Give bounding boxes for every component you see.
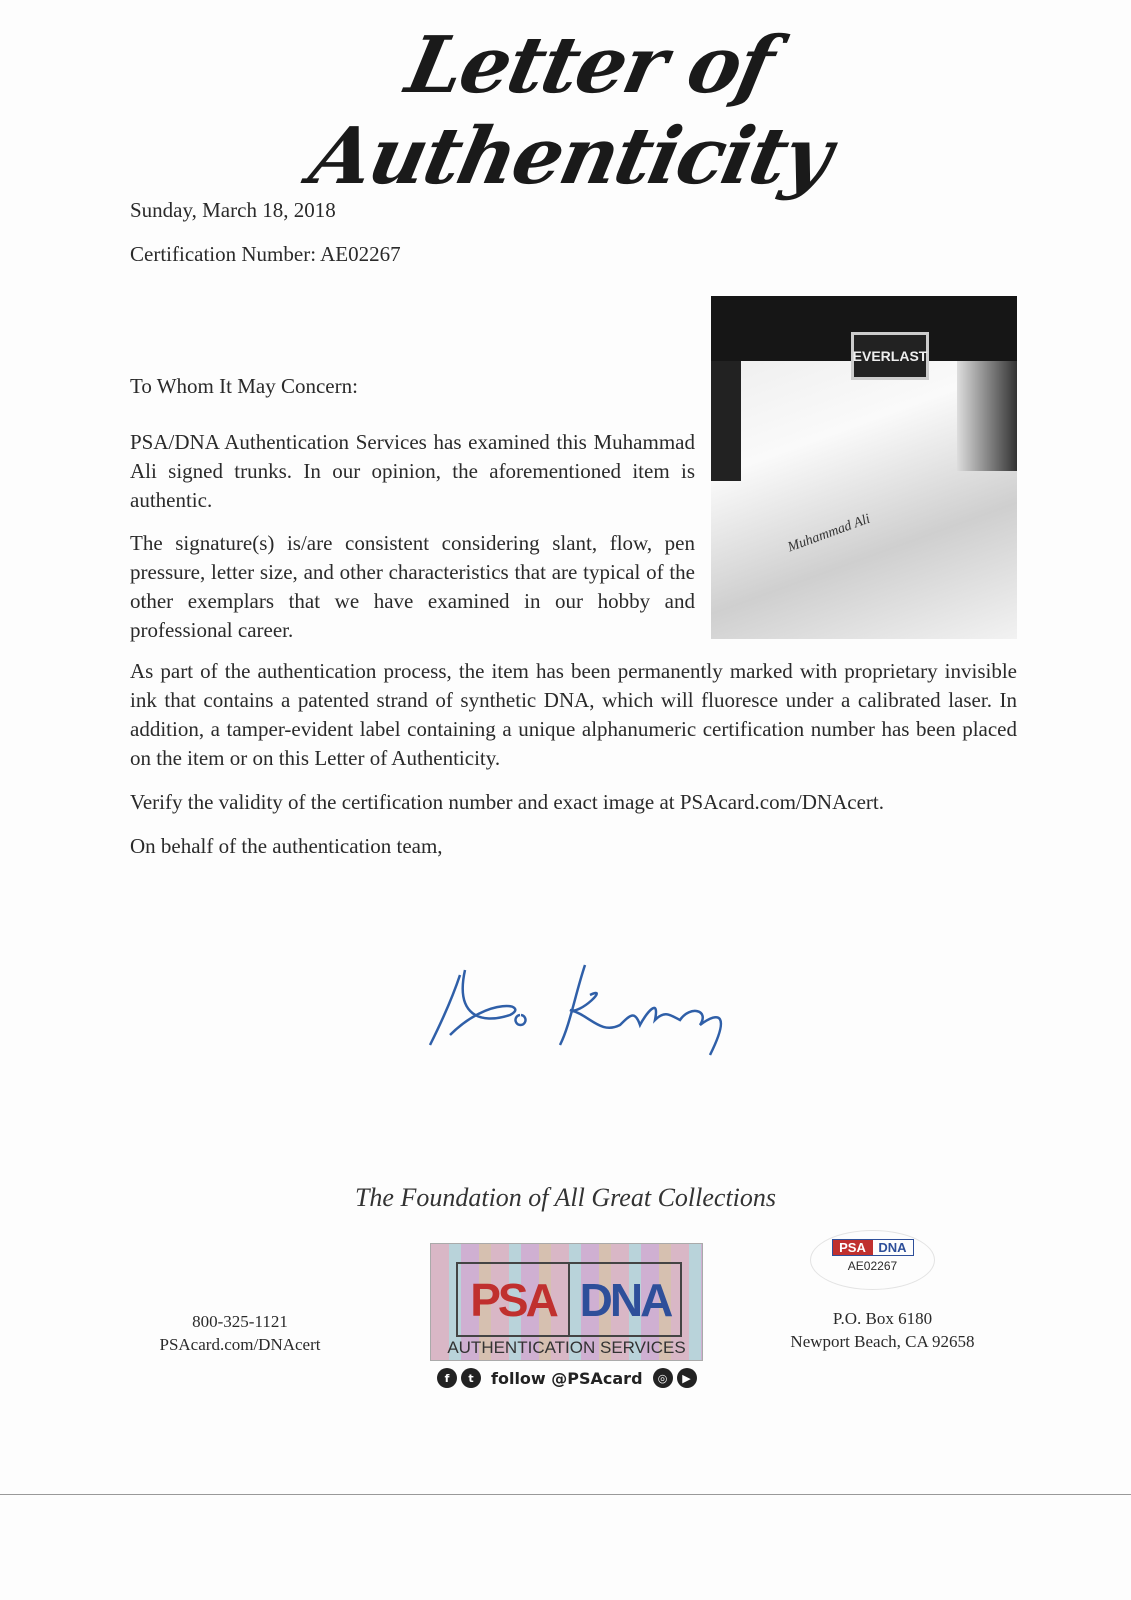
twitter-icon: t (461, 1368, 481, 1388)
youtube-icon: ▶ (677, 1368, 697, 1388)
follow-handle: follow @PSAcard (491, 1368, 643, 1388)
brand-label: EVERLAST (851, 332, 929, 380)
social-follow (437, 1368, 697, 1388)
motto: The Foundation of All Great Collections (354, 1183, 777, 1212)
paragraph-signature: The signature(s) is/are consistent considering slant, flow, pen pressure, letter size, and other characteristics that are typical of the other exemplars that we have examined in our hobby and professional career. (130, 531, 695, 642)
letter-date: Sunday, March 18, 2018 (130, 198, 336, 222)
paragraph-process: As part of the authentication process, the item has been permanently marked with proprietary invisible ink that contains a patented strand of synthetic DNA, which will fluoresce under a calibrated laser. In addition, a tamper-evident label containing a unique alphanumeric certification number has been placed on the item or on this Letter of Authenticity. (130, 659, 1017, 770)
sticker-cert-number: AE02267 (847, 1259, 898, 1273)
salutation: To Whom It May Concern: (130, 374, 358, 398)
address-line2: Newport Beach, CA 92658 (790, 1332, 975, 1351)
page-edge-divider (0, 1494, 1131, 1495)
paragraph-closing: On behalf of the authentication team, (130, 834, 443, 858)
paragraph-verify: Verify the validity of the certification number and exact image at PSAcard.com/DNAcert. (130, 790, 884, 814)
logo-dna: DNA (579, 1273, 671, 1326)
phone-number: 800-325-1121 (192, 1312, 288, 1331)
paragraph-examined: PSA/DNA Authentication Services has examined this Muhammad Ali signed trunks. In our opinion, the aforementioned item is authentic. (130, 430, 695, 512)
instagram-icon: ◎ (653, 1368, 673, 1388)
facebook-icon: f (437, 1368, 457, 1388)
sticker-dna: DNA (878, 1240, 907, 1255)
photo-signature: Muhammad Ali (785, 511, 873, 556)
address-line1: P.O. Box 6180 (832, 1309, 933, 1328)
logo-services: AUTHENTICATION SERVICES (447, 1338, 686, 1357)
letter-title: Letter of Authenticity (302, 20, 839, 202)
logo-psa: PSA (458, 1264, 570, 1335)
website: PSAcard.com/DNAcert (159, 1335, 321, 1354)
authenticator-signature (420, 955, 740, 1065)
psa-dna-logo (430, 1243, 703, 1361)
item-photo (711, 296, 1017, 639)
certification-number: Certification Number: AE02267 (130, 242, 401, 266)
sticker-psa: PSA (833, 1240, 873, 1255)
certification-sticker (810, 1230, 935, 1290)
